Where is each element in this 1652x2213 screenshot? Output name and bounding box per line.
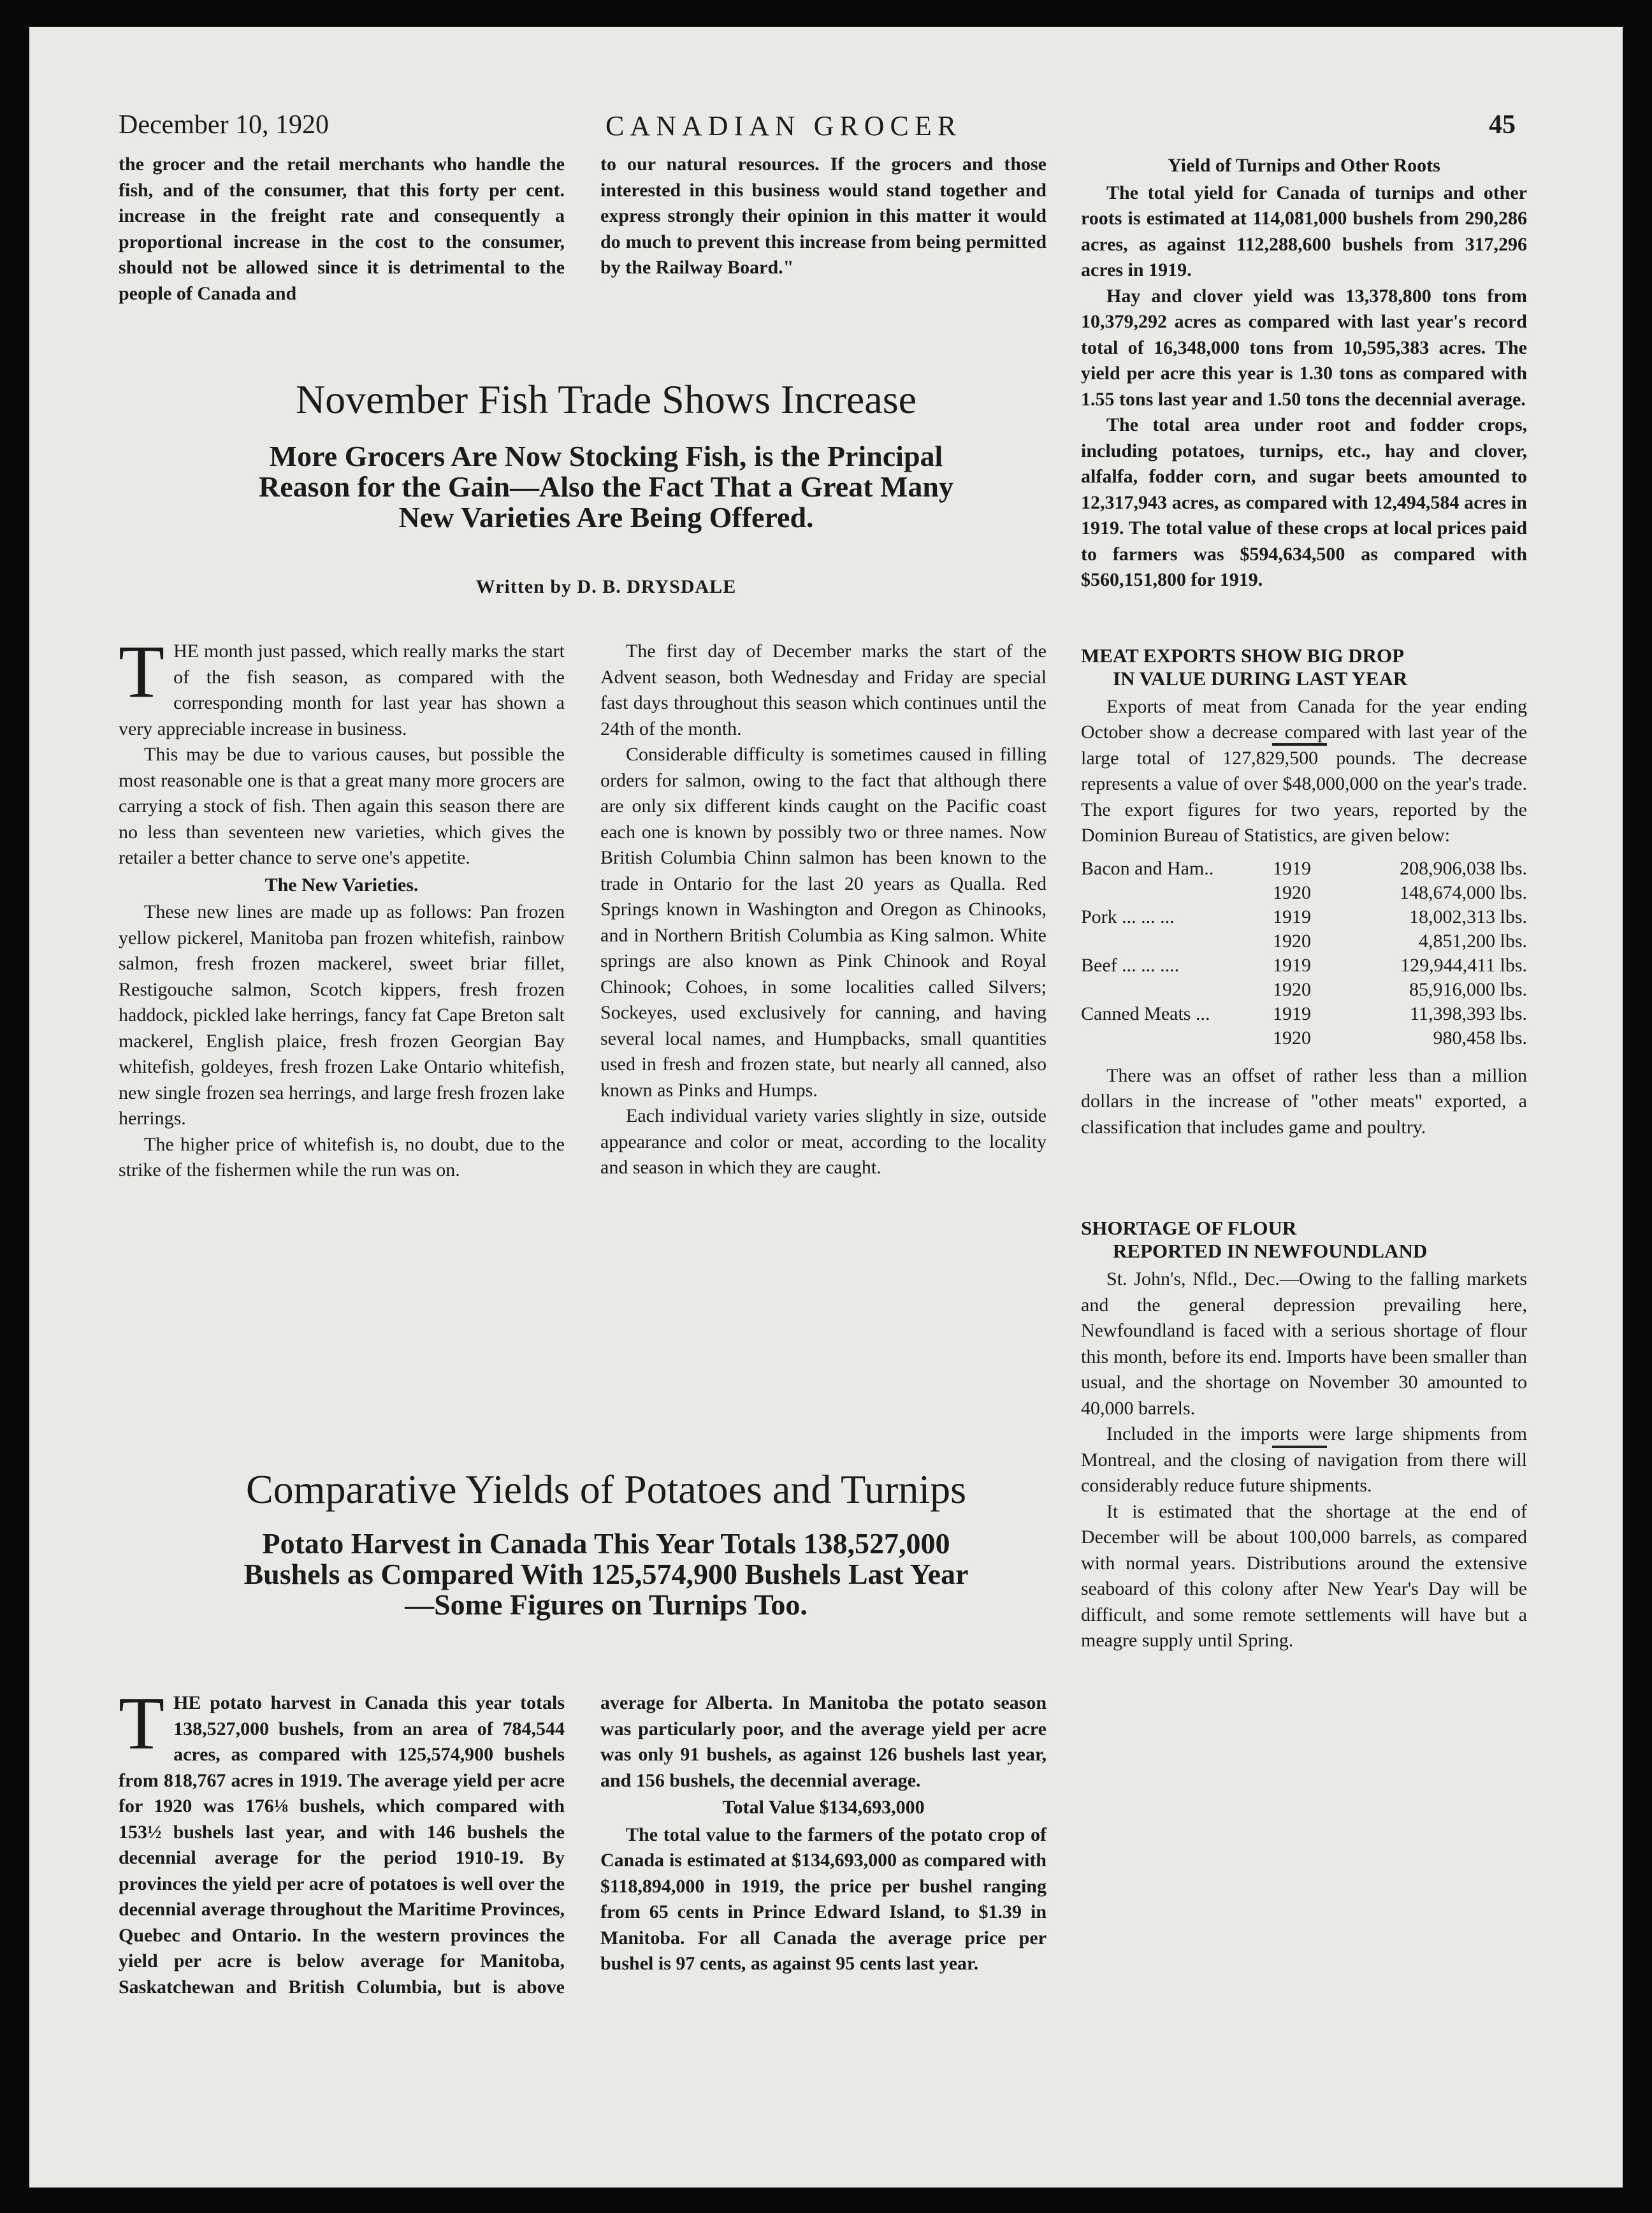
meat-table-value: 129,944,411 lbs. xyxy=(1400,954,1527,976)
meat-table-row xyxy=(1081,1002,1527,1026)
potato-headline: Comparative Yields of Potatoes and Turnips xyxy=(245,1467,967,1512)
potato-paragraph-2: The total value to the farmers of the potato crop of Canada is estimated at $134,693,000 as compared with $118,894,000 in 1919, the price per bushel ranging from 65 cents in Prince Edward Island, to $1.39 in Manitoba. For all Canada the average price per bushel is 97 cents, as against 95 cents last year. xyxy=(600,1824,1047,1974)
fish-paragraph-2: This may be due to various causes, but possible the most reasonable one is that a great many more grocers are carrying a stock of fish. Then again this season there are no less than seventeen new varieties, which gives the retailer a better chance to serve one's appetite. xyxy=(119,744,565,868)
fish-paragraph-5: The first day of December marks the start of the Advent season, both Wednesday and Friday are special fast days throughout this season which continues until the 24th of the month. xyxy=(600,641,1047,739)
meat-table-item: Canned Meats ... xyxy=(1081,1003,1210,1024)
meat-table-year: 1919 xyxy=(1272,1003,1311,1024)
potato-article-body xyxy=(119,1681,1047,2000)
meat-table-value: 11,398,393 lbs. xyxy=(1410,1003,1527,1024)
flour-headline xyxy=(1081,1217,1527,1263)
potato-paragraph-1: HE potato harvest in Canada this year totals 138,527,000 bushels, from an area of 784,544 acres, as compared with 125,574,900 bushels from 818,767 acres in 1919. The average yield per acre for 1920 was 176⅛ bushels, which compared with 153½ bushels last year, and with 146 bushels the decennial average for the period 1910-19. By provinces the yield per acre of potatoes is well over the decennial average throughout the Maritime Provinces, Quebec and Ontario. In the western provinces the yield per acre is below average for Manitoba, Saskatchewan and British Columbia, but is above average for Alberta. In Manitoba the potato season was particularly poor, and the average yield per acre was only 91 bushels, as against 126 bushels last year, and 156 bushels, the decennial average. xyxy=(119,1692,1047,1998)
flour-headline-line-2: REPORTED IN NEWFOUNDLAND xyxy=(1113,1240,1428,1262)
potato-deck: Potato Harvest in Canada This Year Totals 138,527,000 Bushels as Compared With 125,574,900 Bushels Last Year—Some Figures on Turnips Too. xyxy=(243,1527,969,1621)
fish-subheading: The New Varieties. xyxy=(264,874,419,896)
newspaper-page xyxy=(29,27,1623,2188)
fish-paragraph-7: Each individual variety varies slightly in size, outside appearance and color or meat, according to the locality and season in which they are caught. xyxy=(600,1105,1047,1178)
flour-headline-line-1: SHORTAGE OF FLOUR xyxy=(1081,1217,1297,1239)
flour-paragraph-3: It is estimated that the shortage at the end of December will be about 100,000 barrels, as compared with normal years. Distributions around the extensive seaboard of this colony after New Year's Day will be difficult, and some remote settlements will have but a meagre supply until Spring. xyxy=(1081,1500,1527,1651)
column-rule-2 xyxy=(1272,1446,1327,1448)
meat-headline-line-2: IN VALUE DURING LAST YEAR xyxy=(1113,667,1408,690)
meat-table-row xyxy=(1081,905,1527,929)
roots-paragraph-3: The total area under root and fodder crops, including potatoes, turnips, etc., hay and clover, alfalfa, fodder corn, and sugar beets amounted to 12,317,943 acres, as compared with 12,494,584 acres in 1919. The total value of these crops at local prices paid to farmers was $594,634,500 as compared with $560,151,800 for 1919. xyxy=(1081,414,1527,590)
fish-paragraph-6: Considerable difficulty is sometimes caused in filling orders for salmon, owing to the fact that although there are only six different kinds caught on the Pacific coast each one is known by possibly two or three names. Now British Columbia Chinn salmon has been known to the trade in Ontario for the last 20 years as Qualla. Red Springs known in Washington and Oregon as Chinooks, and in Northern British Columbia as King salmon. White springs are also known as Pink Chinook and Royal Chinook; Cohoes, in some localities called Silvers; Sockeyes, used exclusively for canning, and having several local names, and Humpbacks, small quantities used in fresh and frozen state, but nearly all canned, also known as Pinks and Humps. xyxy=(600,744,1047,1101)
meat-table-value: 85,916,000 lbs. xyxy=(1409,978,1527,1000)
column-rule-1 xyxy=(1272,743,1327,746)
meat-table-value: 208,906,038 lbs. xyxy=(1399,857,1527,879)
meat-paragraph-2: There was an offset of rather less than a million dollars in the increase of "other meats" exported, a classification that includes game and poultry. xyxy=(1081,1064,1527,1138)
meat-table-item xyxy=(1081,1026,1273,1050)
meat-table-row xyxy=(1081,1026,1527,1050)
meat-table-row xyxy=(1081,881,1527,905)
fish-dropcap: T xyxy=(119,630,165,713)
publication-title: CANADIAN GROCER xyxy=(605,110,962,141)
meat-table-value: 148,674,000 lbs. xyxy=(1399,882,1527,903)
meat-table-item xyxy=(1081,929,1273,954)
fish-article-col2 xyxy=(600,639,1047,1181)
fish-paragraph-1: HE month just passed, which really marks the start of the fish season, as compared with the corresponding month for last year has shown a very appreciable increase in business. xyxy=(119,641,565,739)
roots-paragraph-2: Hay and clover yield was 13,378,800 tons from 10,379,292 acres as compared with last year's record total of 16,348,000 tons from 10,595,383 acres. The yield per acre this year is 1.30 tons as compared with 1.55 tons last year and 1.50 tons the decennial average. xyxy=(1081,285,1527,410)
meat-headline xyxy=(1081,644,1527,690)
meat-table-item xyxy=(1081,881,1273,905)
fish-headline: November Fish Trade Shows Increase xyxy=(295,377,917,422)
meat-table-row xyxy=(1081,929,1527,954)
meat-table-item: Beef ... ... .... xyxy=(1081,954,1180,976)
meat-exports-table xyxy=(1081,857,1527,1050)
meat-table-value: 980,458 lbs. xyxy=(1433,1027,1527,1048)
continued-text-col1: the grocer and the retail merchants who handle the fish, and of the consumer, that this forty per cent. increase in the freight rate and consequently a proportional increase in the cost to the consumer, should not be allowed since it is detrimental to the people of Canada and xyxy=(119,154,565,304)
meat-table-item: Pork ... ... ... xyxy=(1081,906,1175,927)
issue-date: December 10, 1920 xyxy=(119,110,330,140)
continued-article-col1 xyxy=(119,152,565,307)
meat-table-item xyxy=(1081,978,1273,1002)
right-column xyxy=(1081,152,1527,1654)
roots-paragraph-1: The total yield for Canada of turnips and other roots is estimated at 114,081,000 bushels from 290,286 acres, as against 112,288,600 bushels from 317,296 acres in 1919. xyxy=(1081,182,1527,280)
meat-table-row xyxy=(1081,978,1527,1002)
continued-text-col2: to our natural resources. If the grocers and those interested in this business would stand together and express strongly their opinion in this matter it would do much to prevent this increase from being permitted by the Railway Board." xyxy=(600,154,1047,278)
potato-dropcap: T xyxy=(119,1681,165,1765)
meat-paragraph-1: Exports of meat from Canada for the year ending October show a decrease compared with last year of the large total of 127,829,500 pounds. The decrease represents a value of over $48,000,000 on the year's trade. The export figures for two years, reported by the Dominion Bureau of Statistics, are given below: xyxy=(1081,695,1527,846)
continued-article-col2 xyxy=(600,152,1047,281)
fish-paragraph-3: These new lines are made up as follows: Pan frozen yellow pickerel, Manitoba pan frozen whitefish, rainbow salmon, fresh frozen mackerel, sweet briar fillet, Restigouche salmon, Scotch kippers, fresh frozen haddock, pickled lake herrings, fancy fat Cape Breton salt mackerel, English plaice, fresh frozen Georgian Bay whitefish, goldeyes, fresh frozen Lake Ontario whitefish, new single frozen sea herrings, and large fresh frozen lake herrings. xyxy=(119,901,565,1129)
meat-table-year: 1920 xyxy=(1272,930,1311,952)
meat-table-value: 4,851,200 lbs. xyxy=(1418,930,1527,952)
meat-table-row xyxy=(1081,857,1527,881)
meat-table-year: 1920 xyxy=(1272,1027,1311,1048)
fish-paragraph-4: The higher price of whitefish is, no doubt, due to the strike of the fishermen while the run was on. xyxy=(119,1133,565,1180)
meat-table-year: 1920 xyxy=(1272,978,1311,1000)
meat-table-item: Bacon and Ham.. xyxy=(1081,857,1214,879)
flour-paragraph-2: Included in the imports were large shipments from Montreal, and the closing of navigation from there will considerably reduce future shipments. xyxy=(1081,1423,1527,1496)
meat-headline-line-1: MEAT EXPORTS SHOW BIG DROP xyxy=(1081,644,1405,667)
meat-table-value: 18,002,313 lbs. xyxy=(1409,906,1527,927)
meat-table-year: 1919 xyxy=(1272,954,1311,976)
meat-table-row xyxy=(1081,954,1527,978)
potato-subheading: Total Value $134,693,000 xyxy=(722,1797,925,1818)
meat-table-year: 1920 xyxy=(1272,882,1311,903)
fish-article-col1 xyxy=(119,630,565,1184)
meat-table-year: 1919 xyxy=(1272,857,1311,879)
page-number: 45 xyxy=(1489,110,1516,140)
meat-table-year: 1919 xyxy=(1272,906,1311,927)
flour-paragraph-1: St. John's, Nfld., Dec.—Owing to the falling markets and the general depression prevailing here, Newfoundland is faced with a serious shortage of flour this month, before its end. Imports have been smaller than usual, and the shortage on November 30 amounted to 40,000 barrels. xyxy=(1081,1268,1527,1419)
fish-deck: More Grocers Are Now Stocking Fish, is the Principal Reason for the Gain—Also the Fact That a Great Many New Varieties Are Being Offered. xyxy=(259,440,953,533)
roots-subheading: Yield of Turnips and Other Roots xyxy=(1168,155,1440,176)
fish-byline: Written by D. B. DRYSDALE xyxy=(475,576,737,597)
